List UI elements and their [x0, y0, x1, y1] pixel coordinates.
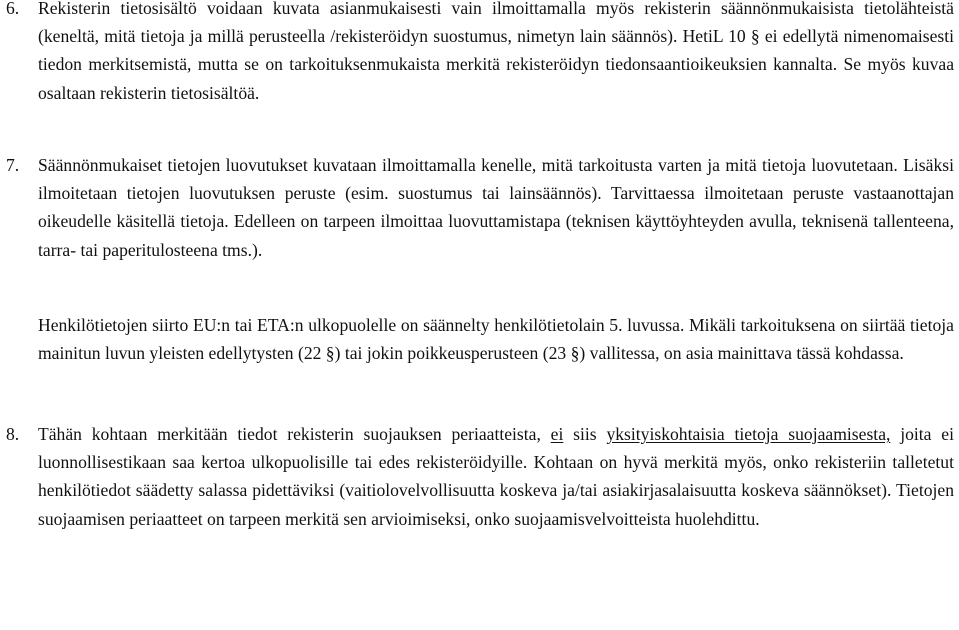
list-item-6 — [6, 0, 954, 107]
text-segment: siis — [563, 424, 607, 444]
item-text: Säännönmukaiset tietojen luovutukset kuvataan ilmoittamalla kenelle, mitä tarkoitusta varten ja mitä tietoja luovutetaan. Lisäksi ilmoitetaan tietojen luovutuksen peruste (esim. suostumus tai lainsäännös). Tarvittaessa ilmoitetaan peruste vastaanottajan oikeudelle käsitellä tietoja. Edelleen on tarpeen ilmoittaa luovuttamistapa (teknisen käyttöyhteyden avulla, teknisenä tallenteena, tarra- tai paperitulosteena tms.). — [38, 155, 954, 260]
underlined-text: yksityiskohtaisia tietoja suojaamisesta, — [606, 424, 891, 444]
item-number: 6. — [6, 0, 20, 18]
underlined-text: ei — [550, 424, 564, 444]
list-item-8 — [6, 420, 954, 533]
item-number: 8. — [6, 424, 20, 444]
item-text: Rekisterin tietosisältö voidaan kuvata asianmukaisesti vain ilmoittamalla myös rekisterin säännönmukaisista tietolähteistä (keneltä, mitä tietoja ja millä perusteella /rekisteröidyn suostumus, nimetyn lain säännös). HetiL 10 § ei edellytä nimenomaisesti tiedon merkitsemistä, mutta se on tarkoituksenmukaista merkitä rekisteröidyn tiedonsaantioikeuksien kannalta. Se myös kuvaa osaltaan rekisterin tietosisältöä. — [38, 0, 954, 103]
text-segment: joita ei luonnollisestikaan saa kertoa ulkopuolisille tai edes rekisteröidyille. Kohtaan on hyvä merkitä myös, onko rekisteriin talletetut henkilötiedot säädetty salassa pidettäviksi (vaitiolovelvollisuutta koskeva ja/tai asiakirjasalaisuutta koskeva säännökset). Tietojen suojaamisen periaatteet on tarpeen merkitä sen arvioimiseksi, onko suojaamisvelvoitteista huolehdittu. — [38, 424, 954, 529]
item-text — [38, 420, 954, 533]
transfer-paragraph: Henkilötietojen siirto EU:n tai ETA:n ulkopuolelle on säännelty henkilötietolain 5. luvussa. Mikäli tarkoituksena on siirtää tietoja mainitun luvun yleisten edellytysten (22 §) tai jokin poikkeusperusteen (23 §) vallitessa, on asia mainittava tässä kohdassa. — [38, 315, 954, 364]
list-item-7 — [6, 151, 954, 264]
text-segment: Tähän kohtaan merkitään tiedot rekisterin suojauksen periaatteista, — [38, 424, 551, 444]
item-number: 7. — [6, 155, 20, 175]
